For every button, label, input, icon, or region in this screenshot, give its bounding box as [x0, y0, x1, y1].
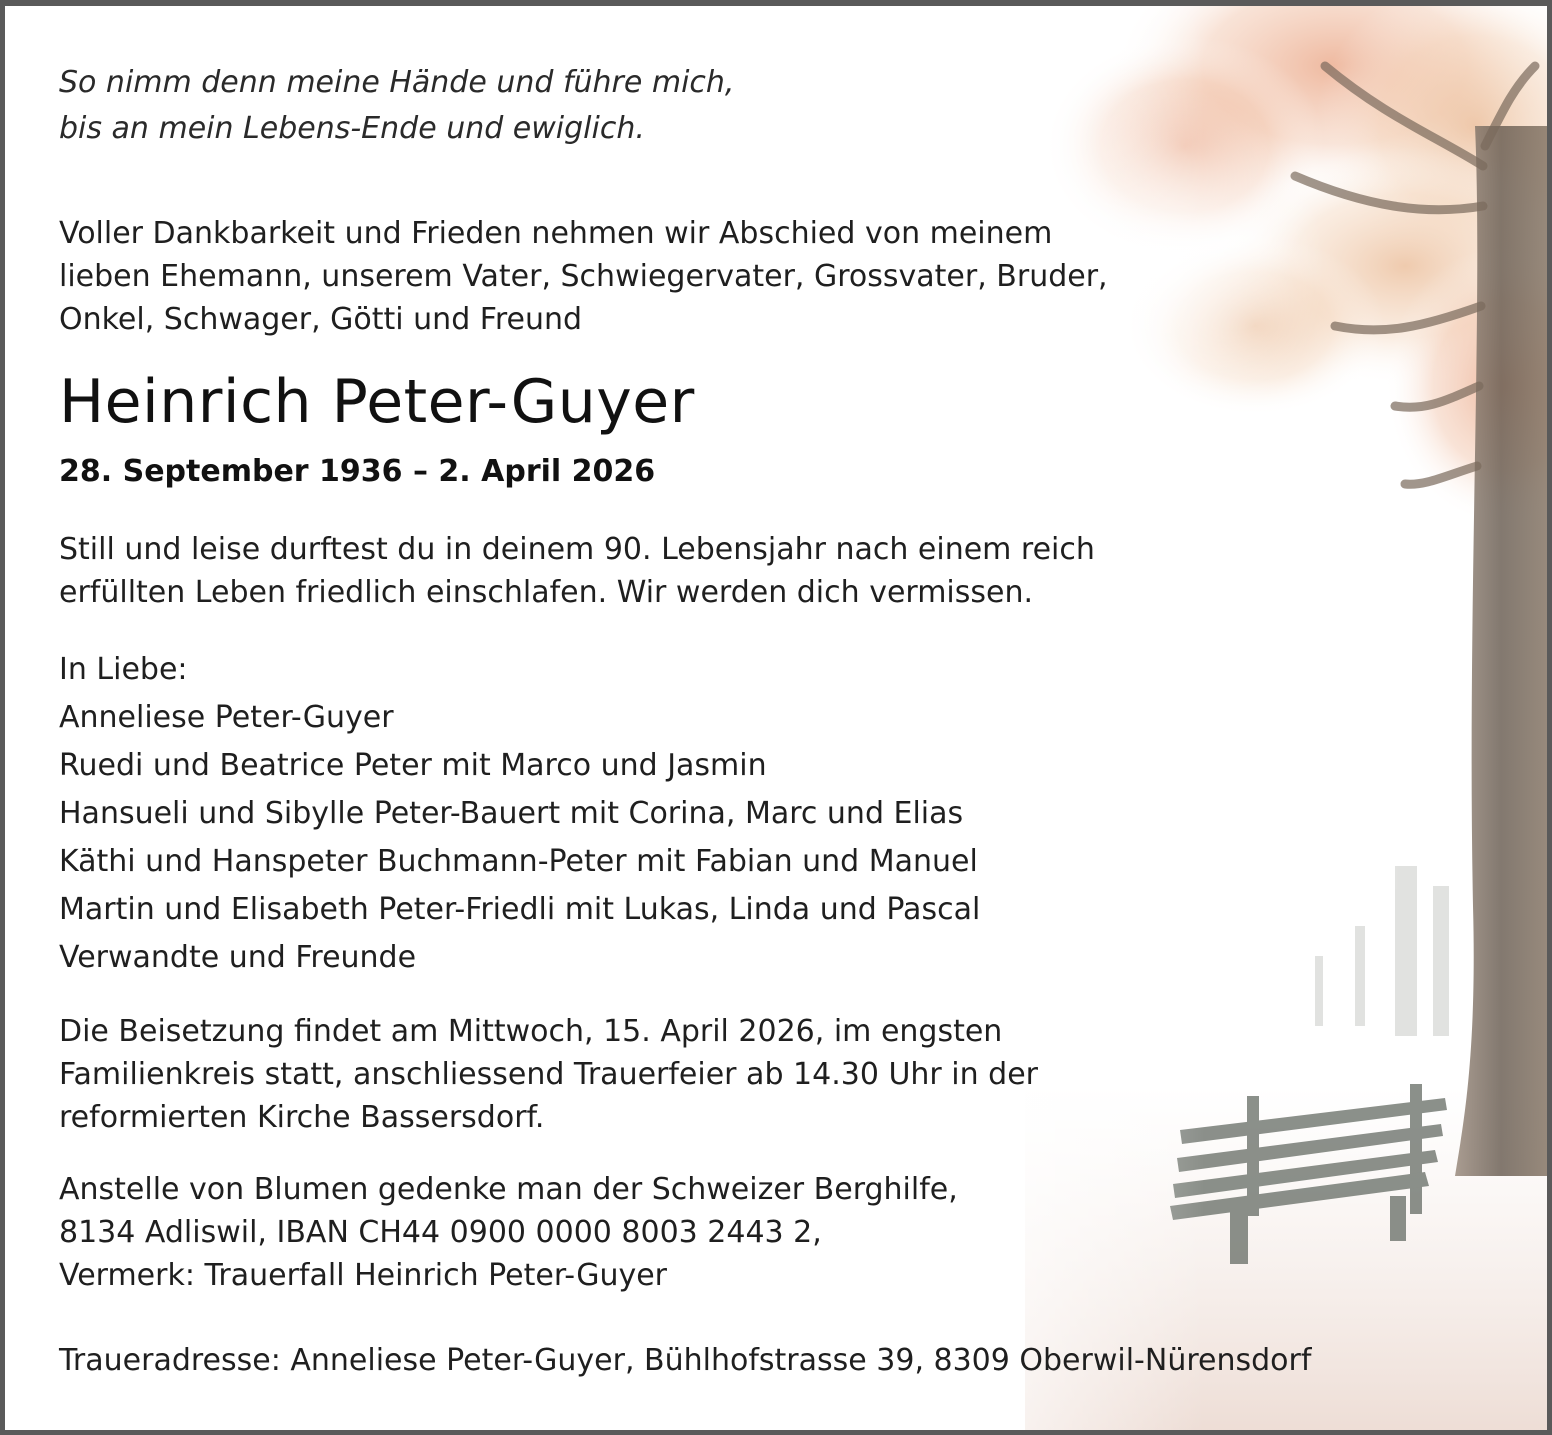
farewell-intro: [59, 212, 1108, 341]
life-dates: 28. September 1936 – 2. April 2026: [59, 454, 656, 489]
message-line: erfüllten Leben friedlich einschlafen. Wir werden dich vermissen.: [59, 575, 1034, 610]
deceased-name: Heinrich Peter-Guyer: [59, 367, 695, 437]
burial-line: reformierten Kirche Bassersdorf.: [59, 1100, 545, 1135]
mourner-entry: Martin und Elisabeth Peter-Friedli mit Lukas, Linda und Pascal: [59, 892, 981, 927]
intro-line: lieben Ehemann, unserem Vater, Schwiegervater, Grossvater, Bruder,: [59, 259, 1108, 294]
mourner-entry: Anneliese Peter-Guyer: [59, 700, 394, 735]
mourner-entry: Hansueli und Sibylle Peter-Bauert mit Corina, Marc und Elias: [59, 796, 964, 831]
donation-notice: [59, 1168, 958, 1297]
mourners-list: [59, 646, 980, 982]
donation-line: 8134 Adliswil, IBAN CH44 0900 0000 8003 2443 2,: [59, 1215, 822, 1250]
donation-line: Vermerk: Trauerfall Heinrich Peter-Guyer: [59, 1258, 667, 1293]
intro-line: Voller Dankbarkeit und Frieden nehmen wir Abschied von meinem: [59, 216, 1053, 251]
mourning-address: Traueradresse: Anneliese Peter-Guyer, Bühlhofstrasse 39, 8309 Oberwil-Nürensdorf: [59, 1343, 1312, 1378]
burial-line: Die Beisetzung findet am Mittwoch, 15. April 2026, im engsten: [59, 1014, 1003, 1049]
mourners-heading: In Liebe:: [59, 652, 188, 687]
memorial-quote: [59, 60, 734, 152]
mourner-entry: Ruedi und Beatrice Peter mit Marco und Jasmin: [59, 748, 767, 783]
quote-line: So nimm denn meine Hände und führe mich,: [59, 65, 735, 100]
mourner-entry: Verwandte und Freunde: [59, 940, 417, 975]
farewell-message: [59, 528, 1095, 614]
donation-line: Anstelle von Blumen gedenke man der Schweizer Berghilfe,: [59, 1172, 958, 1207]
distant-trees-icon: [1315, 866, 1449, 1036]
burial-line: Familienkreis statt, anschliessend Trauerfeier ab 14.30 Uhr in der: [59, 1057, 1038, 1092]
burial-notice: [59, 1010, 1038, 1139]
mourner-entry: Käthi und Hanspeter Buchmann-Peter mit Fabian und Manuel: [59, 844, 978, 879]
quote-line: bis an mein Lebens-Ende und ewiglich.: [59, 111, 645, 146]
message-line: Still und leise durftest du in deinem 90. Lebensjahr nach einem reich: [59, 532, 1095, 567]
obituary-page: [5, 6, 1547, 1430]
intro-line: Onkel, Schwager, Götti und Freund: [59, 302, 583, 337]
